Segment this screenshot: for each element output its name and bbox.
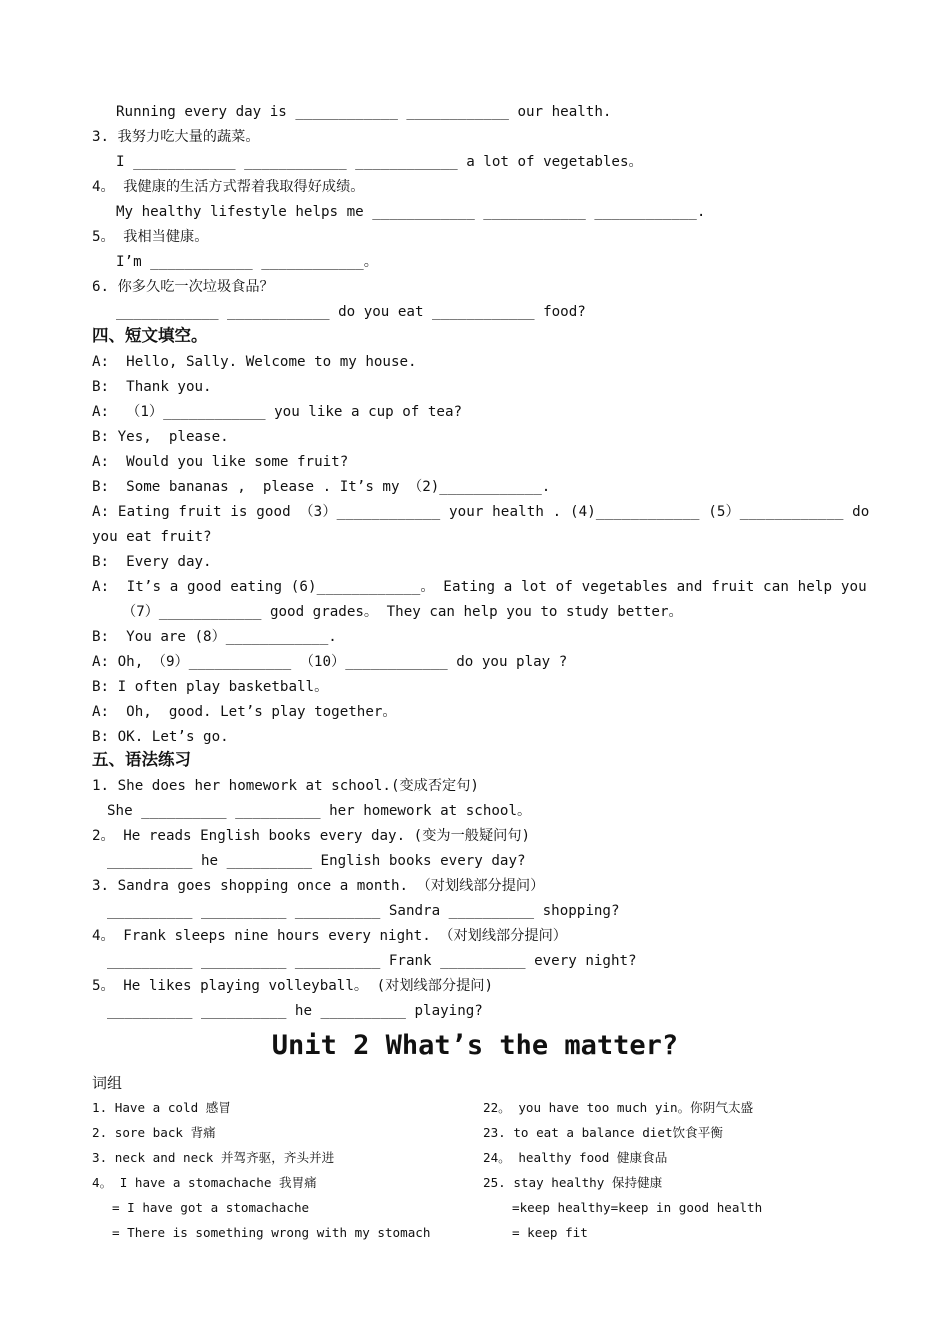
grammar-answer-line: __________ he __________ English books every day? [107,853,526,869]
exercise-question: 4。 我健康的生活方式帮着我取得好成绩。 [92,179,365,195]
phrase-item: 23. to eat a balance diet饮食平衡 [483,1125,723,1140]
grammar-question: 5。 He likes playing volleyball。 (对划线部分提问) [92,978,494,994]
phrase-item: =keep healthy=keep in good health [512,1200,763,1215]
dialogue-line: A: Hello, Sally. Welcome to my house. [92,354,417,370]
grammar-question: 3. Sandra goes shopping once a month. （对划线部分提问） [92,878,545,894]
section-heading: 五、语法练习 [92,750,191,769]
exercise-answer-line: I ____________ ____________ ____________ a lot of vegetables。 [116,154,643,170]
phrase-item: = I have got a stomachache [112,1200,310,1215]
dialogue-line: B: You are (8）____________. [92,629,337,645]
dialogue-line: A: Would you like some fruit? [92,454,349,470]
grammar-question: 4。 Frank sleeps nine hours every night. （对划线部分提问） [92,928,567,944]
grammar-answer-line: She __________ __________ her homework at school。 [107,803,532,819]
dialogue-line: A: Oh, （9）____________ （10）____________ do you play ? [92,654,568,670]
section-heading: 四、短文填空。 [92,326,208,345]
exercise-answer-line: ____________ ____________ do you eat ____________ food? [116,304,586,320]
phrase-item: 2. sore back 背痛 [92,1125,216,1140]
phrase-item: 22。 you have too much yin。你阴气太盛 [483,1100,754,1115]
exercise-question: 3. 我努力吃大量的蔬菜。 [92,129,260,145]
exercise-answer-line: I’m ____________ ____________。 [116,254,378,270]
grammar-answer-line: __________ __________ he __________ playing? [107,1003,483,1019]
phrase-item: = keep fit [512,1225,588,1240]
dialogue-line: B: OK. Let’s go. [92,729,229,745]
unit-title: Unit 2 What’s the matter? [271,1030,679,1061]
dialogue-line: B: Some bananas , please . It’s my （2)____________. [92,479,551,495]
phrases-heading: 词组 [92,1074,123,1092]
exercise-question: 5。 我相当健康。 [92,229,209,245]
dialogue-line: A: Oh, good. Let’s play together。 [92,704,397,720]
phrase-item: 1. Have a cold 感冒 [92,1100,231,1115]
grammar-answer-line: __________ __________ __________ Frank __________ every night? [107,953,637,969]
dialogue-line: B: Thank you. [92,379,212,395]
phrase-item: 24。 healthy food 健康食品 [483,1150,668,1165]
phrase-item: 25. stay healthy 保持健康 [483,1175,663,1190]
dialogue-line: B: Yes, please. [92,429,229,445]
exercise-line: Running every day is ____________ ____________ our health. [116,104,612,120]
dialogue-line: A: （1）____________ you like a cup of tea? [92,404,463,420]
dialogue-line: B: Every day. [92,554,212,570]
phrase-item: 4。 I have a stomachache 我胃痛 [92,1175,317,1190]
dialogue-line: A: It’s a good eating (6)____________。 Eating a lot of vegetables and fruit can help you [92,579,867,595]
grammar-answer-line: __________ __________ __________ Sandra __________ shopping? [107,903,620,919]
exercise-answer-line: My healthy lifestyle helps me ____________ ____________ ____________. [116,204,706,220]
dialogue-line: you eat fruit? [92,529,212,545]
exercise-question: 6. 你多久吃一次垃圾食品？ [92,279,274,295]
dialogue-line: （7）____________ good grades。 They can help you to study better。 [122,604,683,620]
dialogue-line: A: Eating fruit is good （3）____________ your health . (4)____________ (5）____________ do [92,504,870,520]
dialogue-line: B: I often play basketball。 [92,679,329,695]
phrase-item: = There is something wrong with my stomach [112,1225,431,1240]
grammar-question: 1. She does her homework at school.(变成否定句) [92,778,479,794]
phrase-item: 3. neck and neck 并驾齐驱，齐头并进 [92,1150,335,1165]
grammar-question: 2。 He reads English books every day. (变为一般疑问句) [92,828,531,844]
